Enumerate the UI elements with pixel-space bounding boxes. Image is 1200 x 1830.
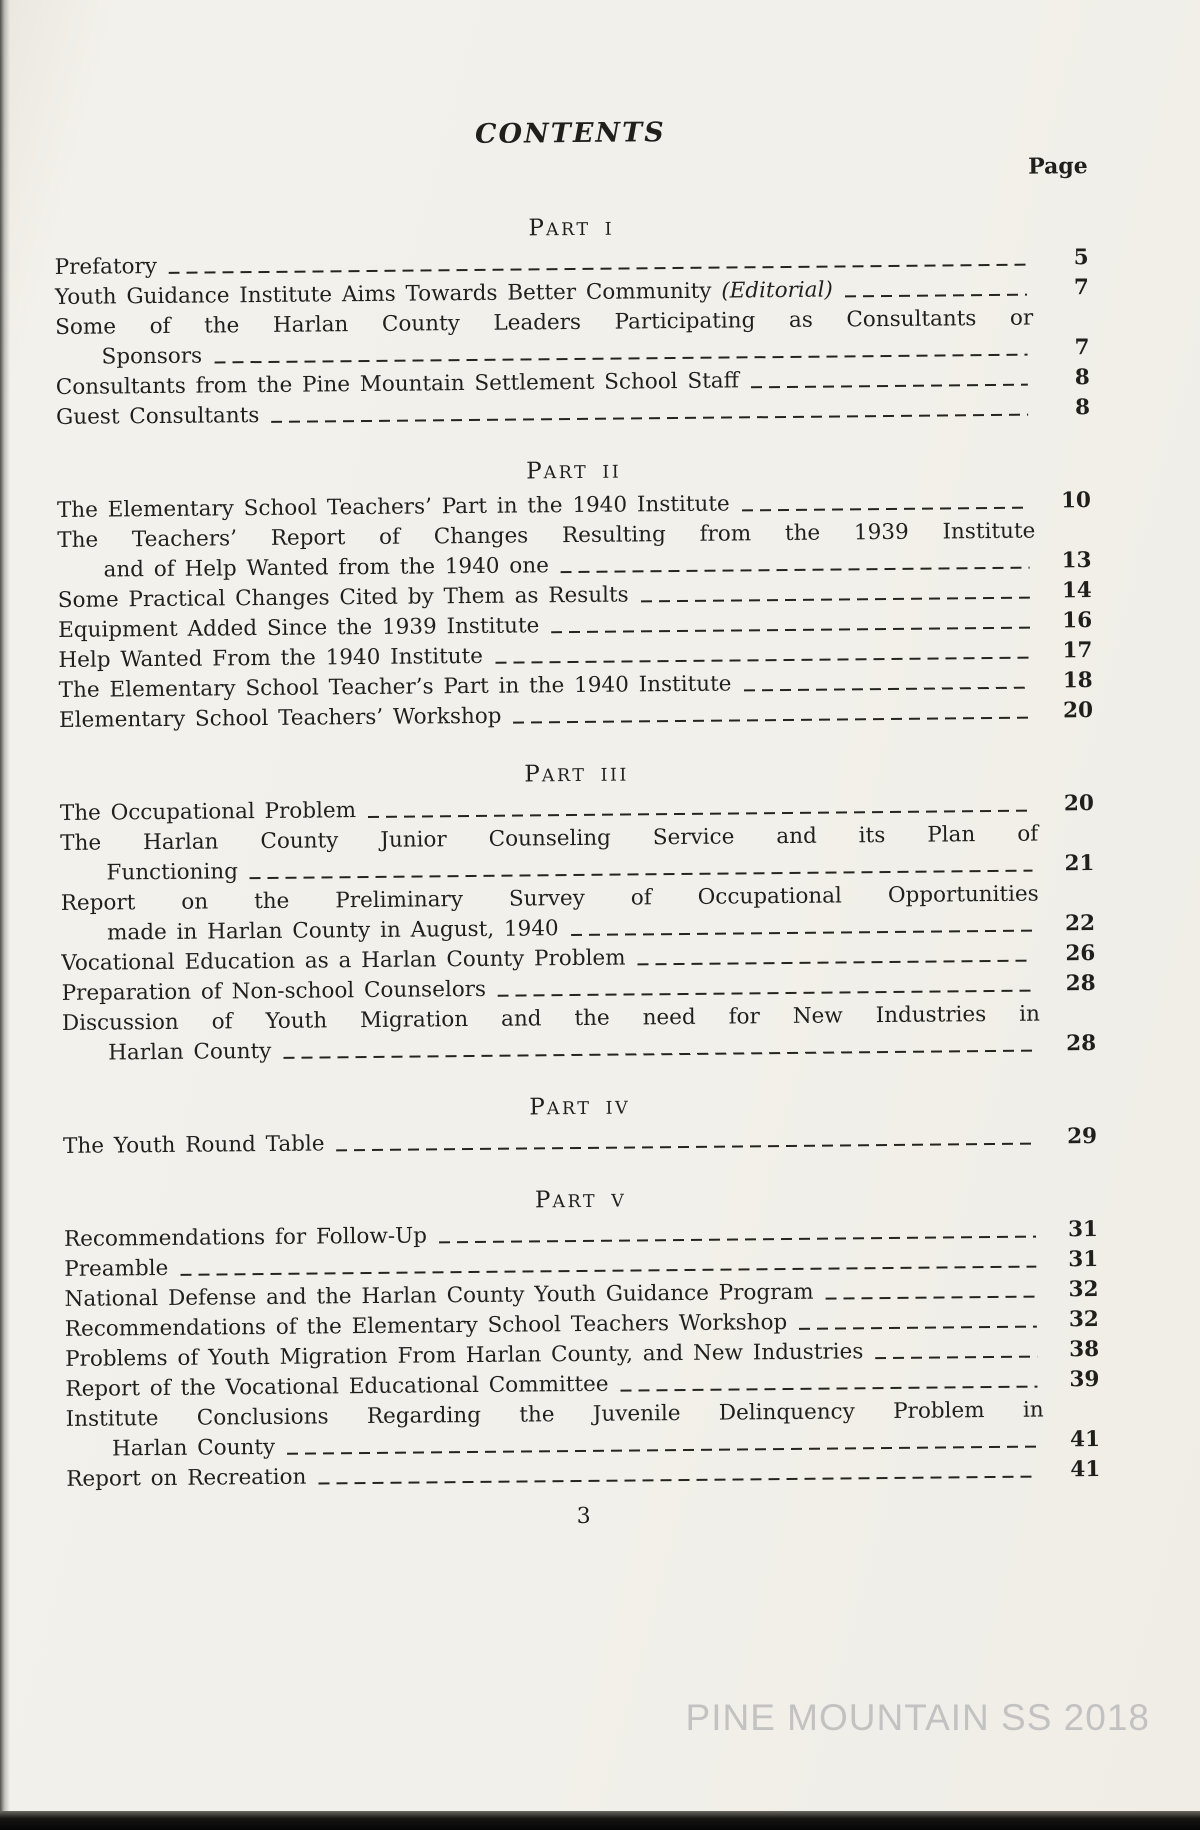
watermark-text: PINE MOUNTAIN SS 2018 [685,1697,1150,1738]
toc-content [52,0,1101,1534]
toc-page-number: 29 [1067,1124,1098,1150]
part-heading-rest: ART II [543,462,622,484]
part-heading-initial: P [525,458,544,485]
toc-page-number: 7 [1074,335,1090,361]
toc-entry-italic-text: (Editorial) [721,277,833,304]
toc-entry-text: The Occupational Problem [59,798,357,826]
toc-dotted-leader [875,1356,1037,1360]
toc-entry-text: Preamble [64,1255,169,1282]
toc-entry-text: Discussion of Youth Migration and the need for New Industries in [61,1001,1041,1036]
toc-dotted-leader [561,567,1030,573]
toc-page-number: 21 [1064,851,1095,877]
toc-entry-text: Vocational Education as a Harlan County Problem [61,945,626,976]
toc-dotted-leader [337,1143,1036,1152]
toc-entry [55,303,1090,373]
toc-dotted-leader [845,294,1027,298]
toc-entry-text: Elementary School Teachers’ Workshop [58,703,502,733]
toc-dotted-leader [551,627,1030,634]
toc-page-number: 31 [1067,1217,1099,1243]
part-heading-rest: ART III [541,765,629,787]
toc-page-number: 10 [1060,488,1092,514]
toc-entry-text: Harlan County [111,1434,276,1462]
toc-page-number: 28 [1065,971,1096,997]
part-heading-initial: P [529,1094,547,1121]
toc-entry-text: Recommendations for Follow-Up [63,1223,428,1252]
toc-dotted-leader [638,960,1034,966]
toc-dotted-leader [180,1266,1036,1276]
toc-page-number: 28 [1066,1031,1097,1057]
toc-entry [62,999,1097,1069]
toc-dotted-leader [318,1476,1038,1485]
toc-entry-text: Equipment Added Since the 1939 Institute [58,613,540,643]
part-heading-rest: ART IV [546,1098,631,1120]
toc-entry-text: and of Help Wanted from the 1940 one [103,553,549,583]
toc-dotted-leader [495,657,1030,664]
toc-entry-text: Problems of Youth Migration From Harlan County, and New Industries [65,1339,864,1372]
toc-entry-text: Report on Recreation [66,1464,307,1492]
toc-dotted-leader [641,597,1030,603]
toc-dotted-leader [826,1296,1037,1300]
toc-line [63,1122,1097,1162]
toc-entry-text: made in Harlan County in August, 1940 [106,916,559,946]
toc-page-number: 14 [1061,578,1092,604]
toc-dotted-leader [799,1326,1037,1330]
toc-dotted-leader [743,687,1030,692]
toc-entry-text: Guest Consultants [55,403,260,430]
toc-entry [57,516,1092,586]
toc-dotted-leader [283,1050,1034,1059]
toc-entry-text: Sponsors [101,343,203,370]
toc-page-number: 22 [1064,911,1096,937]
toc-entry-text: The Elementary School Teachers’ Part in the 1940 Institute [56,491,730,523]
toc-dotted-leader [439,1236,1036,1244]
toc-page-number: 26 [1065,941,1096,967]
toc-page-number: 32 [1068,1307,1099,1333]
toc-entry-text: Prefatory [54,253,158,280]
toc-entry [61,879,1096,949]
toc-entry-text: National Defense and the Harlan County Youth Guidance Program [64,1279,814,1312]
part-heading-initial: P [524,761,542,788]
toc-entry-text: Preparation of Non-school Counselors [61,976,487,1006]
folio-page-number: 3 [576,1503,591,1530]
page-column-label: Page [1028,153,1088,180]
toc-page-number: 17 [1062,638,1093,664]
part-heading-rest: ART V [552,1191,627,1213]
toc-page-number: 41 [1069,1426,1101,1453]
toc-dotted-leader [271,414,1028,423]
toc-page-number: 16 [1062,608,1093,634]
part-heading-initial: P [534,1187,553,1214]
toc-entry [60,819,1095,889]
toc-entry-text: Institute Conclusions Regarding the Juvenile Delinquency Problem in [65,1397,1044,1432]
toc-dotted-leader [751,384,1028,389]
toc-page-number: 32 [1068,1277,1099,1303]
toc-page-number: 20 [1062,698,1094,724]
toc-dotted-leader [498,990,1034,997]
toc-dotted-leader [368,810,1032,818]
toc-entry-text: Help Wanted From the 1940 Institute [58,643,484,673]
toc-dotted-leader [250,870,1033,880]
toc-entry-text: Report on the Preliminary Survey of Occupational Opportunities [60,881,1039,916]
contents-title: CONTENTS [474,117,666,150]
toc-page-number: 7 [1073,275,1090,301]
toc-dotted-leader [571,930,1033,936]
toc-dotted-leader [621,1386,1038,1392]
toc-entry-text: The Youth Round Table [62,1131,325,1159]
scan-bottom-bar [0,1811,1200,1830]
toc-page-number: 13 [1061,548,1092,574]
toc-page-number: 20 [1063,791,1094,817]
toc-dotted-leader [287,1446,1038,1455]
toc-entry-text: Some Practical Changes Cited by Them as Results [57,582,629,613]
toc-page-number: 31 [1068,1247,1099,1273]
toc-entry-text: Consultants from the Pine Mountain Settlement School Staff [55,368,740,400]
toc-dotted-leader [169,264,1027,274]
toc-page-number: 5 [1073,245,1089,271]
toc-entry-text: Harlan County [108,1038,272,1066]
toc-dotted-leader [514,717,1032,724]
toc-entry-text: The Harlan County Junior Counseling Service and its Plan of [60,821,1039,856]
toc-page-number: 8 [1074,395,1091,421]
toc-page-number: 39 [1069,1367,1100,1393]
toc-entry-text: Functioning [106,859,239,886]
part-heading-initial: P [528,215,547,242]
toc-entry-text: Youth Guidance Institute Aims Towards Better Community (Editorial) [54,277,833,310]
toc-entry [66,1395,1101,1465]
toc-sections [54,208,1100,1495]
toc-entry-text: The Teachers’ Report of Changes Resulting from the 1939 Institute [57,518,1036,553]
toc-page-number: 18 [1062,668,1093,694]
toc-entry-text: Recommendations of the Elementary School Teachers Workshop [64,1309,788,1342]
scan-left-edge-shadow [0,0,10,1830]
toc-page-number: 8 [1074,365,1090,391]
toc-entry [63,1122,1097,1162]
toc-dotted-leader [214,354,1027,364]
toc-entry-text: The Elementary School Teacher’s Part in the 1940 Institute [58,671,732,703]
toc-entry-text: Some of the Harlan County Leaders Participating as Consultants or [55,305,1034,340]
part-heading-rest: ART I [545,219,615,241]
toc-dotted-leader [742,507,1029,512]
toc-page-number: 41 [1070,1456,1101,1483]
toc-page-number: 38 [1069,1337,1100,1363]
toc-entry-text: Report of the Vocational Educational Committee [65,1371,609,1402]
